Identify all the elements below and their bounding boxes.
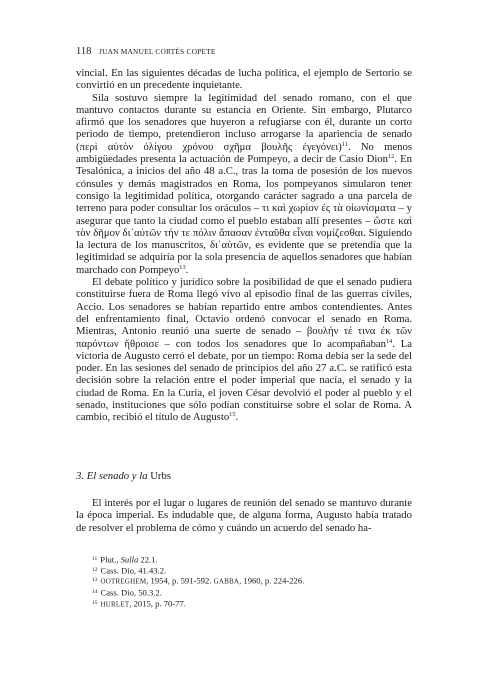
footnote-text: , 1960, p. 224-226. (239, 575, 305, 586)
footnote-12 (92, 565, 304, 576)
page-number: 118 (76, 46, 92, 57)
paragraph-1 (76, 67, 412, 92)
section-heading (76, 470, 171, 482)
section-heading-urbs: Urbs (150, 470, 171, 482)
footnote-text: Plut., (100, 554, 121, 565)
footnote-number: 11 (92, 556, 98, 562)
footnote-13 (92, 575, 304, 587)
running-header-author: JUAN MANUEL CORTÉS COPETE (99, 47, 216, 56)
paragraph-2-text-b: . No menos ambigüedades presenta la actuación de Pompeyo, a decir de Casio Dion (76, 140, 413, 166)
footnote-number: 15 (92, 599, 98, 606)
footnote-author: HURLET (100, 600, 130, 609)
main-text (76, 67, 412, 424)
footnote-15 (92, 598, 304, 610)
paragraph-1-line-1: vincial. En las siguientes décadas de lucha política, el ejemplo de Sertorio se (76, 67, 412, 79)
footnote-ref-13[interactable]: 13 (179, 263, 186, 271)
footnote-ref-15[interactable]: 15 (229, 411, 236, 419)
footnote-number: 12 (92, 566, 98, 573)
footnote-author: GABBA (213, 577, 240, 586)
footnote-title: Sulla (120, 554, 139, 565)
footnote-author: OOTREGHEM (100, 577, 147, 586)
footnote-text: , 1954, p. 591-592. (146, 575, 214, 586)
paragraph-3-text-b: . La victoria de Augusto cerró el debate, por un tiempo: Roma debía ser la sede del poder. En las sesiones del senado de principios del año 27 a.C. se ratificó esta decisión sobre la relación entre el poder imperial que nacía, el senado y la ciudad de Roma. En la Curia, el joven César devolvió el poder al pueblo y el senado, instituciones que sólo podían constituirse sobre el solar de Roma. A cambio, recibió el título de Augusto (76, 337, 412, 424)
footnote-text: Cass. Dio, 50.3.2. (100, 587, 162, 598)
section-text (76, 497, 412, 534)
paragraph-3-text-c: . (235, 411, 239, 424)
footnote-11 (92, 554, 304, 565)
footnote-number: 13 (92, 577, 98, 584)
footnote-text: 22.1. (138, 554, 158, 565)
section-paragraph-1: El interés por el lugar o lugares de reunión del senado se mantuvo durante la época imperial. Es indudable que, de alguna forma, Augusto había tratado de resolver el problema de cómo y cuándo un acuerdo del senado ha- (76, 497, 412, 534)
footnote-text: Cass. Dio, 41.43.2. (100, 565, 167, 576)
footnote-ref-14[interactable]: 14 (386, 337, 393, 345)
footnote-ref-11[interactable]: 11 (341, 140, 348, 148)
footnote-14 (92, 587, 304, 598)
paragraph-1-line-2: convirtió en un precedente inquietante. (76, 79, 243, 92)
footnotes (92, 554, 304, 609)
paragraph-2-text-a: Sila sostuvo siempre la legitimidad del senado romano, con el que mantuvo contactos durante su estancia en Oriente. Sin embargo, Plutarco afirmó que los senadores que huyeron a refugiarse con él, durante un corto periodo de tiempo, pretendieron incluso arrogarse la apariencia de senado (περὶ αὑτὸν ὀλίγου χρόνου σχῆμα βουλῆς ἐγεγόνει) (76, 91, 412, 153)
paragraph-3 (76, 276, 412, 424)
paragraph-3-text-a: El debate político y jurídico sobre la posibilidad de que el senado pudiera constituirse fuera de Roma llegó vivo al episodio final de las guerras civiles, Accio. Los senadores se habían repartido entre ambos contendientes. Antes del enfrentamiento final, Octavio ordenó convocar el senado en Roma. Mientras, Antonio reunió una suerte de senado – βουλήν τέ τινα ἐκ τῶν παρόντων ἤθροισε – con todos los senadores que lo acompañaban (76, 276, 412, 350)
paragraph-2 (76, 92, 412, 276)
footnote-ref-12[interactable]: 12 (388, 153, 395, 161)
paragraph-2-text-c: . En Tesalónica, a inicios del año 48 a.C., tras la toma de posesión de los nuevos cónsules y demás magistrados en Roma, los pompeyanos simularon tener consigo la legitimidad política, otorgando carácter sagrado a una parcela de terreno para poder consultar los oráculos – τι καὶ χωρίον ἐς τὰ οἰωνίσματα – y asegurar que tanto la ciudad como el pueblo estaban allí presentes – ὥστε καὶ τὸν δῆμον δι᾽αὐτῶν τήν τε πόλιν ἅπασαν ἐνταῦθα εἶναι νομίζεσθαι. Siguiendo la lectura de los manuscritos, δι᾽αὐτῶν, es evidente que se pretendía que la legitimidad se adquiría por la sola presencia de aquellos senadores que habían marchado con Pompeyo (76, 153, 412, 276)
paragraph-2-text-d: . (185, 263, 189, 276)
running-header (76, 46, 216, 57)
section-heading-italic: 3. El senado y la (76, 470, 151, 482)
footnote-number: 14 (92, 589, 98, 596)
footnote-text: , 2015, p. 70-77. (129, 598, 186, 609)
